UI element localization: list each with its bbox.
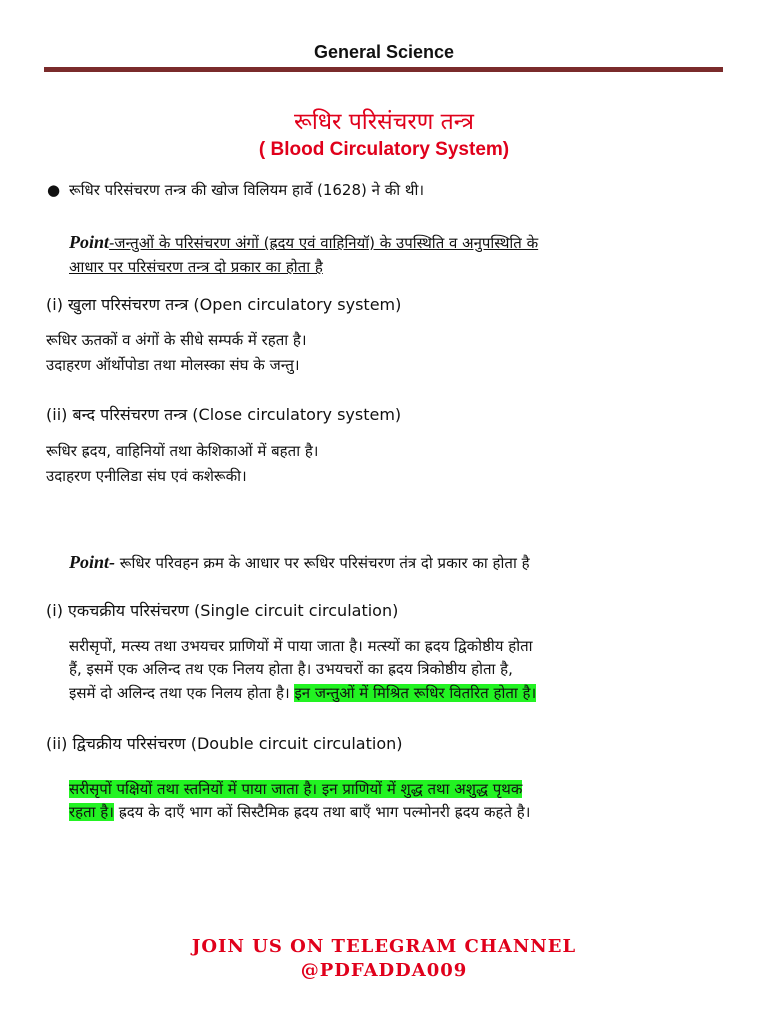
point-1-line-a	[69, 232, 538, 254]
point-1-label: Point	[69, 232, 110, 252]
document-subtitle: ( Blood Circulatory System)	[258, 139, 510, 160]
section-1-heading: (i) खुला परिसंचरण तन्त्र (Open circulatory system)	[46, 295, 402, 314]
section-4-line-2	[69, 803, 530, 821]
section-4-line-1	[69, 780, 522, 798]
section-1-line-2: उदाहरण ऑर्थोपोडा तथा मोलस्का संघ के जन्तु।	[46, 356, 300, 374]
footer-telegram-line: JOIN US ON TELEGRAM CHANNEL	[191, 936, 577, 957]
header-rule	[44, 67, 723, 72]
bullet-line: रूधिर परिसंचरण तन्त्र की खोज विलियम हार्वे (1628) ने की थी।	[69, 181, 425, 199]
section-4-highlight-1: सरीसृपों पक्षियों तथा स्तनियों में पाया जाता है। इन प्राणियों में शुद्ध तथा अशुद्ध पृथक	[69, 780, 523, 798]
section-2-line-2: उदाहरण एनीलिडा संघ एवं कशेरूकी।	[46, 467, 247, 485]
section-4-highlight-2: रहता है।	[69, 803, 114, 821]
point-2-text: रूधिर परिवहन क्रम के आधार पर रूधिर परिसंचरण तंत्र दो प्रकार का होता है	[115, 554, 530, 572]
document-title: रूधिर परिसंचरण तन्त्र	[294, 109, 474, 135]
point-2-label: Point-	[69, 552, 116, 572]
section-3-line-3-text: इसमें दो अलिन्द तथा एक निलय होता है।	[69, 684, 295, 702]
section-3-line-2: हैं, इसमें एक अलिन्द तथ एक निलय होता है। उभयचरों का ह्रदय त्रिकोष्ठीय होता है,	[69, 660, 513, 678]
section-2-line-1: रूधिर ह्रदय, वाहिनियों तथा केशिकाओं में बहता है।	[46, 442, 319, 460]
footer-channel-handle: @PDFADDA009	[300, 960, 468, 981]
page-header-title: General Science	[313, 42, 455, 62]
point-2-line	[69, 552, 530, 574]
section-1-line-1: रूधिर ऊतकों व अंगों के सीधे सम्पर्क में रहता है।	[46, 331, 307, 349]
bullet-icon: ●	[47, 181, 61, 199]
point-1-line-b: आधार पर परिसंचरण तन्त्र दो प्रकार का होता है	[69, 258, 323, 276]
section-3-line-3	[69, 684, 536, 702]
section-4-heading: (ii) द्विचक्रीय परिसंचरण (Double circuit circulation)	[46, 734, 403, 753]
section-3-line-1: सरीसृपों, मत्स्य तथा उभयचर प्राणियों में पाया जाता है। मत्स्यों का ह्रदय द्विकोष्ठीय होता	[69, 637, 533, 655]
section-4-line-2-text: ह्रदय के दाएँ भाग कों सिस्टैमिक ह्रदय तथा बाएँ भाग पल्मोनरी ह्रदय कहते है।	[113, 803, 531, 821]
section-3-heading: (i) एकचक्रीय परिसंचरण (Single circuit circulation)	[46, 601, 399, 620]
point-1-text-a: -जन्तुओं के परिसंचरण अंगों (ह्रदय एवं वाहिनियॉ) के उपस्थिति व अनुपस्थिति के	[109, 234, 539, 252]
section-3-highlight: इन जन्तुओं में मिश्रित रूधिर वितरित होता है।	[294, 684, 537, 702]
section-2-heading: (ii) बन्द परिसंचरण तन्त्र (Close circulatory system)	[46, 405, 402, 424]
